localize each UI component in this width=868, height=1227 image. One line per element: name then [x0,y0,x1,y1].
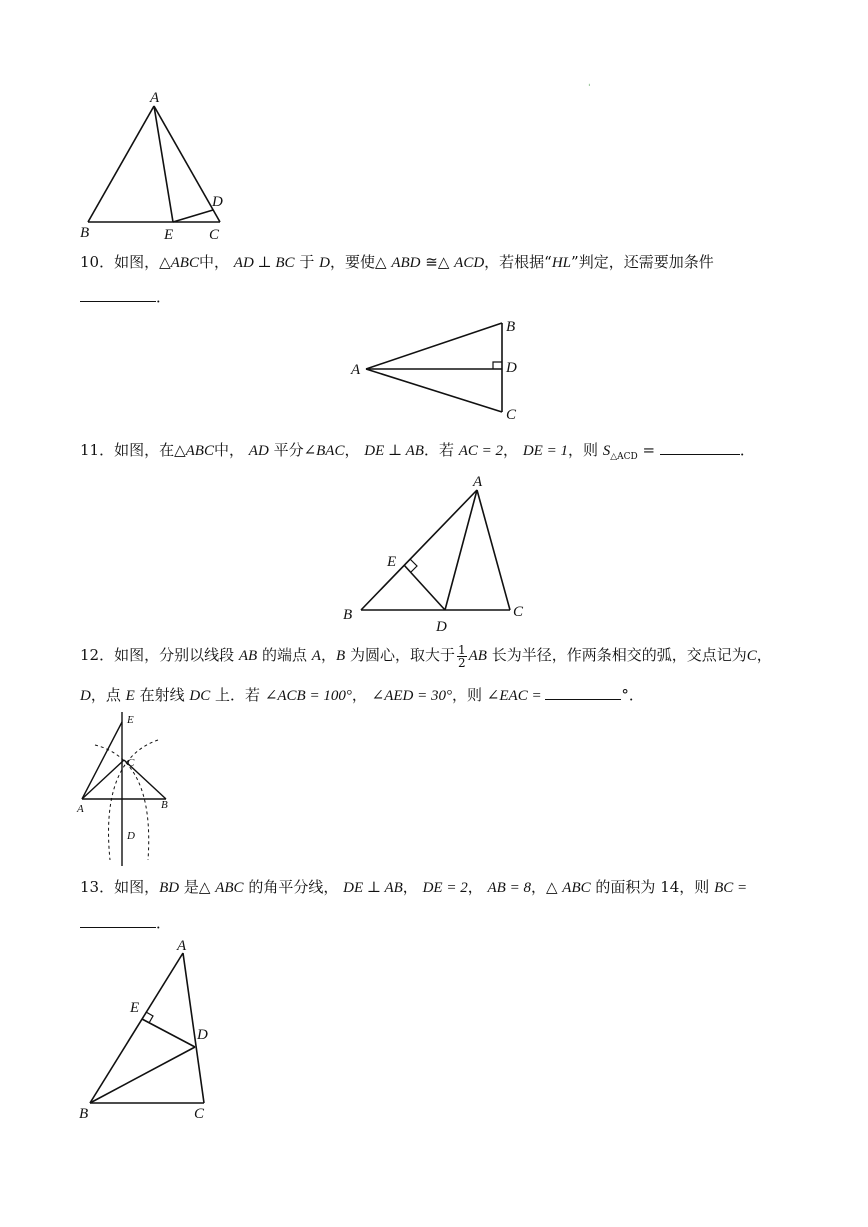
q11-text: ．若 [423,441,454,459]
label-e: E [164,227,174,243]
segment-ac [477,490,510,610]
fraction-one-half [457,644,467,669]
q12-angle-eac: ∠EAC = [486,688,546,704]
segment-ed [173,210,213,222]
question-13 [80,877,747,898]
q12-angle-acb: ∠ACB = 100° [264,688,352,704]
q12-text: 在射线 [139,686,185,704]
answer-blank[interactable] [80,287,156,302]
q10-text: ”判定，还需要加条件 [571,253,714,271]
label-d: D [506,360,517,376]
label-c: C [513,604,524,620]
q13-text: 的面积为 14，则 [595,878,710,896]
q12-text: 如图，分别以线段 [114,646,235,664]
q13-de-eq: DE = 2 [422,880,468,896]
q12-c: C [746,648,757,664]
q12-b: B [335,648,346,664]
label-c: C [506,407,517,423]
segment-ac [366,369,502,412]
q13-abc: ABC [562,880,591,896]
q10-abc: ABC [170,255,199,271]
label-d: D [127,830,135,842]
label-c: C [127,757,135,769]
q10-end: ． [156,288,172,306]
stray-mark: ˈ [588,84,591,94]
question-13-answer [80,913,171,933]
q12-dc: DC [189,688,211,704]
q10-triangle: △ [437,253,450,271]
q11-eq: = [637,441,660,459]
q11-area-subscript: △ACD [610,452,638,462]
question-10-number: 10． [80,253,115,271]
q13-text: ， [467,878,483,896]
q11-text: ， [344,441,360,459]
q12-text: 的端点 [262,646,308,664]
q12-text: 上．若 [215,686,261,704]
label-e: E [130,1000,140,1016]
right-angle-mark [493,362,502,369]
q10-congruent: ≅ [425,253,438,271]
question-13-number: 13． [80,878,115,896]
q13-bd: BD [159,880,180,896]
fraction-denominator: 2 [457,655,466,670]
q11-text: 中， [213,441,244,459]
question-10-answer [80,287,171,307]
q11-text: ，则 [567,441,598,459]
question-12-number: 12． [80,646,115,664]
question-11 [80,440,755,467]
q12-text: 长为半径，作两条相交的弧，交点记为 [491,646,747,664]
label-b: B [80,225,90,241]
q13-text: 是△ [183,878,211,896]
label-e: E [127,714,134,726]
q11-ad: AD [248,443,269,459]
q11-area-symbol: S [602,443,611,459]
q11-end: ． [739,441,755,459]
q10-ad-perp-bc: AD ⊥ BC [233,255,295,271]
q11-text: ， [503,441,519,459]
label-b: B [161,799,168,811]
segment-ab [88,106,154,222]
segment-de [404,565,445,610]
q10-abd: ABD [391,255,421,271]
segment-ae [82,722,122,799]
q13-text: 如图， [114,878,160,896]
segment-bd [90,1047,195,1103]
q12-text: ， [756,646,772,664]
label-d: D [212,194,223,210]
segment-ab [366,323,502,369]
q10-acd: ACD [454,255,485,271]
label-a: A [177,938,187,954]
q12-d: D [80,688,91,704]
answer-blank[interactable] [80,913,156,928]
q12-angle-aed: ∠AED = 30° [371,688,452,704]
segment-ab [361,490,477,610]
q10-text: 于 [299,253,315,271]
label-b: B [343,607,353,623]
q13-de-perp-ab: DE ⊥ AB [343,880,403,896]
figure-q13 [72,935,222,1125]
figure-q12 [72,710,182,870]
label-b: B [506,319,516,335]
answer-blank[interactable] [545,685,621,700]
q12-ab: AB [238,648,258,664]
q12-text: ，则 [452,686,483,704]
q10-hl: HL [551,255,572,271]
q12-a: A [311,648,321,664]
label-d: D [197,1027,208,1043]
label-b: B [79,1106,89,1122]
q10-text: 中， [198,253,229,271]
question-11-number: 11． [80,441,115,459]
q13-text: 的角平分线， [248,878,339,896]
q13-bc-eq: BC = [714,880,748,896]
q11-abc: ABC [185,443,214,459]
q12-end: °． [621,686,644,704]
q10-d: D [319,255,330,271]
q12-e: E [125,688,135,704]
right-angle-mark [410,559,417,572]
figure-triangle-top [70,85,240,245]
question-12-line-2 [80,685,644,706]
label-c: C [194,1106,205,1122]
q11-angle-bac: ∠BAC [303,443,345,459]
question-12-line-1 [80,641,772,670]
answer-blank[interactable] [660,440,740,455]
q12-text: ， [320,646,336,664]
q13-ab-eq: AB = 8 [487,880,531,896]
figure-q11 [335,465,535,635]
segment-ad [445,490,477,610]
q12-text: ，点 [90,686,121,704]
segment-ab [90,953,183,1103]
q11-de-eq: DE = 1 [522,443,568,459]
q12-ab: AB [468,648,487,664]
label-d: D [436,619,447,635]
q11-text: 平分 [273,441,304,459]
q13-text: ， [402,878,418,896]
q10-text: 如图，△ [114,253,171,271]
label-a: A [351,362,361,378]
q11-text: 如图，在△ [114,441,186,459]
label-a: A [77,803,84,815]
q10-text: ，要使△ [329,253,387,271]
fraction-numerator: 1 [457,642,466,657]
question-10 [80,252,714,273]
q13-text: ，△ [530,878,558,896]
figure-q10 [345,312,525,424]
q12-text: 为圆心，取大于 [349,646,455,664]
q13-abc: ABC [215,880,244,896]
q11-ac-eq: AC = 2 [458,443,504,459]
label-e: E [387,554,397,570]
q13-end: ． [156,914,172,932]
q12-text: ， [351,686,367,704]
label-c: C [209,227,220,243]
segment-ac [82,760,124,799]
q11-de-perp-ab: DE ⊥ AB [364,443,424,459]
segment-de [142,1019,195,1047]
label-a: A [150,90,160,106]
q10-text: ，若根据“ [484,253,552,271]
label-a: A [473,474,483,490]
